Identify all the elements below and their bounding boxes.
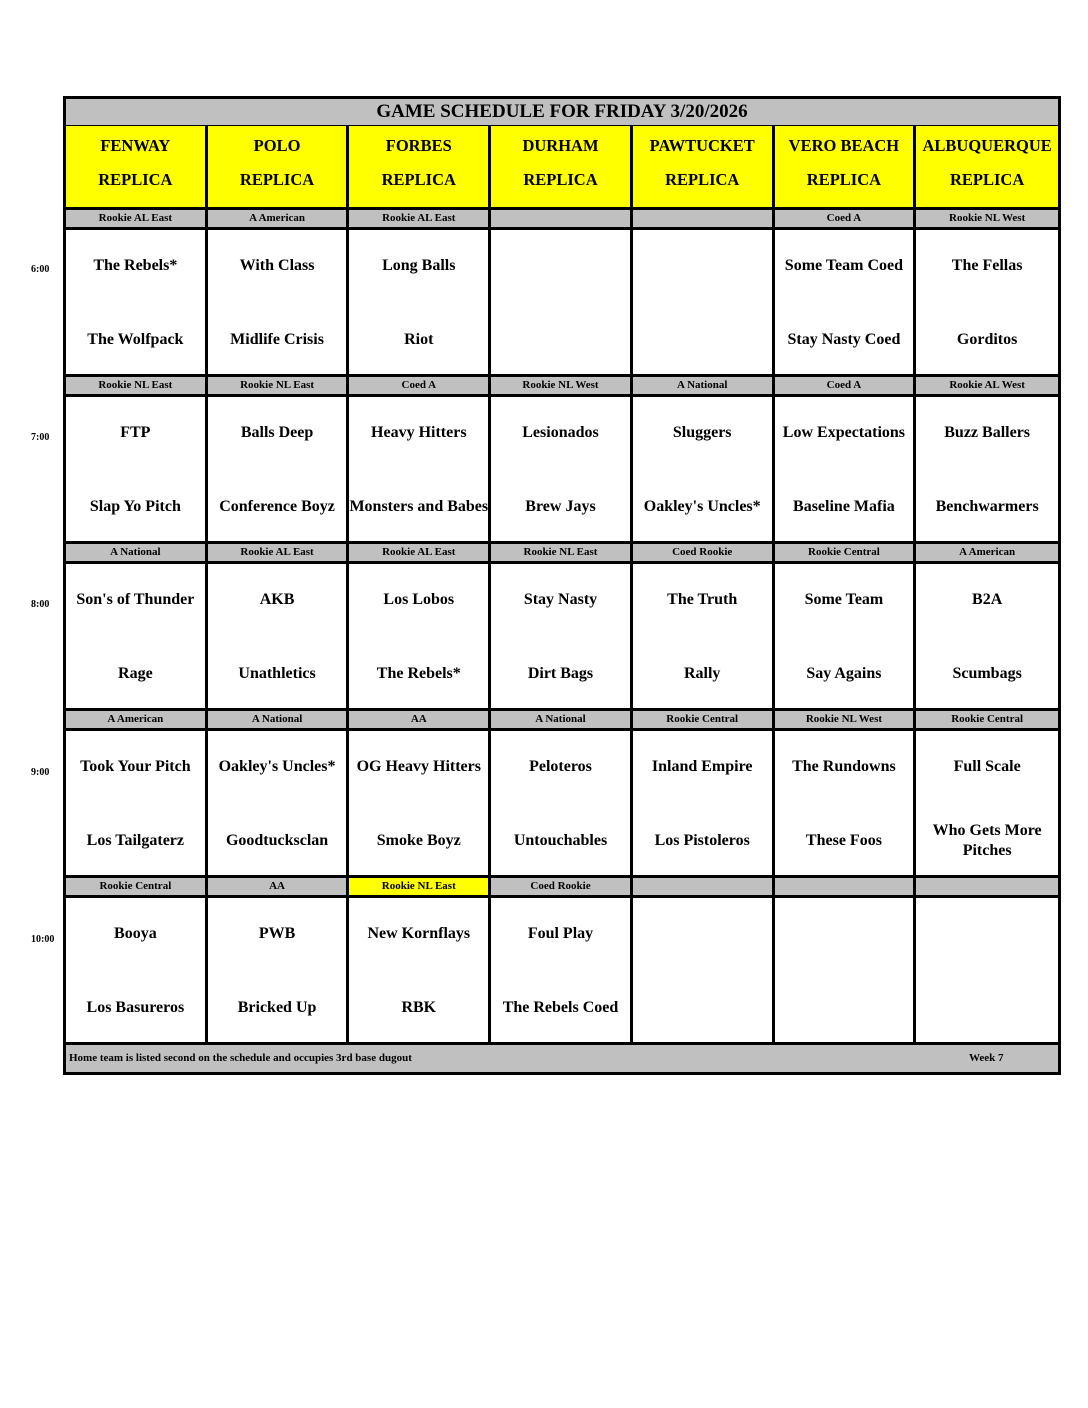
field-subtitle: REPLICA [381, 170, 456, 189]
game-cell [775, 564, 917, 711]
home-team: Unathletics [238, 665, 316, 682]
division-label: A National [208, 711, 350, 731]
division-label: Rookie Central [633, 711, 775, 731]
division-label [491, 210, 633, 230]
division-label [775, 878, 917, 898]
away-team: Inland Empire [651, 758, 753, 775]
away-team: Some Team Coed [784, 257, 904, 274]
home-team: Los Tailgaterz [86, 832, 185, 849]
away-team: The Truth [667, 591, 738, 608]
field-name: ALBUQUERQUE [922, 136, 1052, 155]
away-team: Long Balls [382, 257, 456, 274]
division-label: Rookie NL West [491, 377, 633, 397]
field-header-row [63, 126, 1061, 210]
away-team: Balls Deep [240, 424, 314, 441]
slot-time: 6:00 [31, 264, 50, 275]
slot-time: 9:00 [31, 766, 50, 778]
game-cell [349, 564, 491, 711]
field-header [66, 126, 208, 210]
game-cell [349, 898, 491, 1045]
game-cell [66, 230, 208, 377]
home-team: Smoke Boyz [376, 832, 461, 849]
away-team: B2A [972, 591, 1003, 608]
division-label: Rookie AL West [916, 377, 1058, 397]
division-label: Rookie AL East [349, 210, 491, 230]
away-team [633, 914, 772, 954]
division-label [633, 210, 775, 230]
home-team: Bricked Up [237, 999, 317, 1016]
field-name: DURHAM [522, 136, 599, 155]
away-team: Took Your Pitch [80, 758, 191, 775]
home-team: Brew Jays [525, 498, 596, 515]
schedule-title: GAME SCHEDULE FOR FRIDAY 3/20/2026 [63, 96, 1061, 126]
home-team: Scumbags [952, 665, 1022, 682]
away-team: AKB [259, 591, 295, 608]
game-cell [633, 731, 775, 878]
division-label: Rookie AL East [349, 544, 491, 564]
game-cell [491, 731, 633, 878]
game-cell [775, 397, 917, 544]
time-slot [63, 711, 1061, 878]
slot-time: 8:00 [31, 599, 50, 610]
home-team [491, 318, 630, 362]
game-cell [491, 564, 633, 711]
game-cell [66, 731, 208, 878]
home-team: These Foos [805, 832, 882, 849]
division-label: Rookie AL East [208, 544, 350, 564]
away-team: OG Heavy Hitters [356, 758, 481, 775]
home-team: Goodtucksclan [225, 832, 329, 849]
away-team: Oakley's Uncles* [218, 758, 336, 775]
division-label: A American [208, 210, 350, 230]
away-team: Los Lobos [383, 591, 455, 608]
footer-note: Home team is listed second on the schedule and occupies 3rd base dugout [69, 1052, 412, 1064]
away-team: Buzz Ballers [944, 424, 1031, 441]
home-team [633, 986, 772, 1030]
away-team: With Class [239, 257, 315, 274]
home-team: Say Agains [806, 665, 882, 682]
game-cell [66, 564, 208, 711]
game-cell [633, 230, 775, 377]
home-team: Baseline Mafia [793, 498, 895, 515]
division-label: Rookie Central [916, 711, 1058, 731]
game-cell [775, 731, 917, 878]
time-slots [63, 210, 1061, 1045]
time-slot [63, 210, 1061, 377]
game-cell [916, 230, 1058, 377]
away-team [916, 914, 1058, 954]
away-team: Son's of Thunder [76, 591, 195, 608]
away-team: Full Scale [953, 758, 1021, 775]
field-subtitle: REPLICA [523, 170, 598, 189]
game-cell [916, 898, 1058, 1045]
field-header [208, 126, 350, 210]
game-cell [208, 731, 350, 878]
division-label: Coed A [349, 377, 491, 397]
field-name: POLO [253, 136, 301, 155]
division-label: Coed A [775, 377, 917, 397]
game-cell [775, 230, 917, 377]
home-team: Slap Yo Pitch [89, 498, 181, 515]
field-header [349, 126, 491, 210]
game-cell [208, 898, 350, 1045]
field-header [633, 126, 775, 210]
schedule-footer [63, 1045, 1061, 1075]
field-header [916, 126, 1058, 210]
away-team: Stay Nasty [523, 591, 598, 608]
division-label: A National [633, 377, 775, 397]
field-name: PAWTUCKET [649, 136, 755, 155]
home-team: Untouchables [513, 832, 608, 849]
game-cell [491, 230, 633, 377]
game-cell [349, 731, 491, 878]
field-subtitle: REPLICA [98, 170, 173, 189]
game-cell [491, 898, 633, 1045]
game-cell [633, 898, 775, 1045]
home-team: Who Gets More Pitches [932, 822, 1042, 859]
division-label: Rookie NL East [208, 377, 350, 397]
field-subtitle: REPLICA [950, 170, 1025, 189]
game-cell [491, 397, 633, 544]
away-team [491, 246, 630, 286]
away-team: Peloteros [529, 758, 592, 775]
home-team: Dirt Bags [527, 665, 594, 682]
division-label: Rookie NL West [775, 711, 917, 731]
slot-time: 10:00 [31, 934, 55, 945]
home-team: Midlife Crisis [230, 331, 324, 348]
schedule-table [63, 96, 1061, 1075]
division-label: Rookie NL East [491, 544, 633, 564]
away-team: Heavy Hitters [371, 424, 467, 441]
home-team: Los Basureros [86, 999, 185, 1016]
game-cell [633, 397, 775, 544]
game-cell [349, 230, 491, 377]
game-cell [775, 898, 917, 1045]
time-slot [63, 377, 1061, 544]
home-team: RBK [401, 999, 437, 1016]
home-team: Monsters and Babes [349, 498, 489, 515]
home-team: Rally [683, 665, 721, 682]
field-subtitle: REPLICA [665, 170, 740, 189]
division-label: A National [491, 711, 633, 731]
division-label: A American [916, 544, 1058, 564]
away-team: Lesionados [522, 424, 599, 441]
away-team: PWB [258, 925, 296, 942]
home-team: The Rebels* [376, 665, 461, 682]
away-team: Some Team [804, 591, 884, 608]
game-cell [66, 898, 208, 1045]
game-cell [208, 230, 350, 377]
division-label: Rookie NL East [66, 377, 208, 397]
home-team: Benchwarmers [935, 498, 1039, 515]
home-team [633, 318, 772, 362]
home-team [916, 986, 1058, 1030]
field-name: FORBES [385, 136, 452, 155]
home-team: The Wolfpack [87, 331, 184, 348]
division-label [916, 878, 1058, 898]
home-team: Riot [404, 331, 434, 348]
away-team: Sluggers [672, 424, 732, 441]
home-team: Stay Nasty Coed [787, 331, 901, 348]
home-team: Conference Boyz [219, 498, 335, 515]
away-team: FTP [120, 424, 151, 441]
division-label: Rookie Central [775, 544, 917, 564]
division-label: Coed Rookie [491, 878, 633, 898]
division-label: Rookie AL East [66, 210, 208, 230]
division-label: Coed Rookie [633, 544, 775, 564]
away-team [633, 246, 772, 286]
home-team: Rage [118, 665, 153, 682]
away-team [775, 914, 914, 954]
home-team: Los Pistoleros [654, 832, 750, 849]
home-team: Oakley's Uncles* [643, 498, 761, 515]
time-slot [63, 878, 1061, 1045]
field-name: FENWAY [100, 136, 171, 155]
division-label: Coed A [775, 210, 917, 230]
field-name: VERO BEACH [788, 136, 900, 155]
division-label: Rookie Central [66, 878, 208, 898]
game-cell [916, 397, 1058, 544]
division-label: AA [349, 711, 491, 731]
division-label: AA [208, 878, 350, 898]
division-label: Rookie NL East [349, 878, 491, 898]
away-team: The Rebels* [93, 257, 178, 274]
game-cell [633, 564, 775, 711]
time-slot [63, 544, 1061, 711]
home-team [775, 986, 914, 1030]
week-label: Week 7 [969, 1052, 1004, 1064]
game-cell [208, 397, 350, 544]
game-cell [208, 564, 350, 711]
division-label [633, 878, 775, 898]
away-team: The Fellas [951, 257, 1023, 274]
slot-time: 7:00 [31, 431, 50, 443]
game-cell [66, 397, 208, 544]
field-subtitle: REPLICA [806, 170, 882, 189]
game-cell [349, 397, 491, 544]
field-header [491, 126, 633, 210]
division-label: Rookie NL West [916, 210, 1058, 230]
game-cell [916, 731, 1058, 878]
home-team: The Rebels Coed [502, 999, 619, 1016]
away-team: Foul Play [527, 925, 594, 942]
home-team: Gorditos [956, 331, 1018, 348]
field-subtitle: REPLICA [239, 170, 315, 189]
game-cell [916, 564, 1058, 711]
field-header [775, 126, 917, 210]
division-label: A National [66, 544, 208, 564]
away-team: New Kornflays [367, 925, 471, 942]
away-team: The Rundowns [792, 758, 896, 775]
division-label: A American [66, 711, 208, 731]
away-team: Low Expectations [782, 424, 906, 441]
away-team: Booya [114, 925, 157, 942]
